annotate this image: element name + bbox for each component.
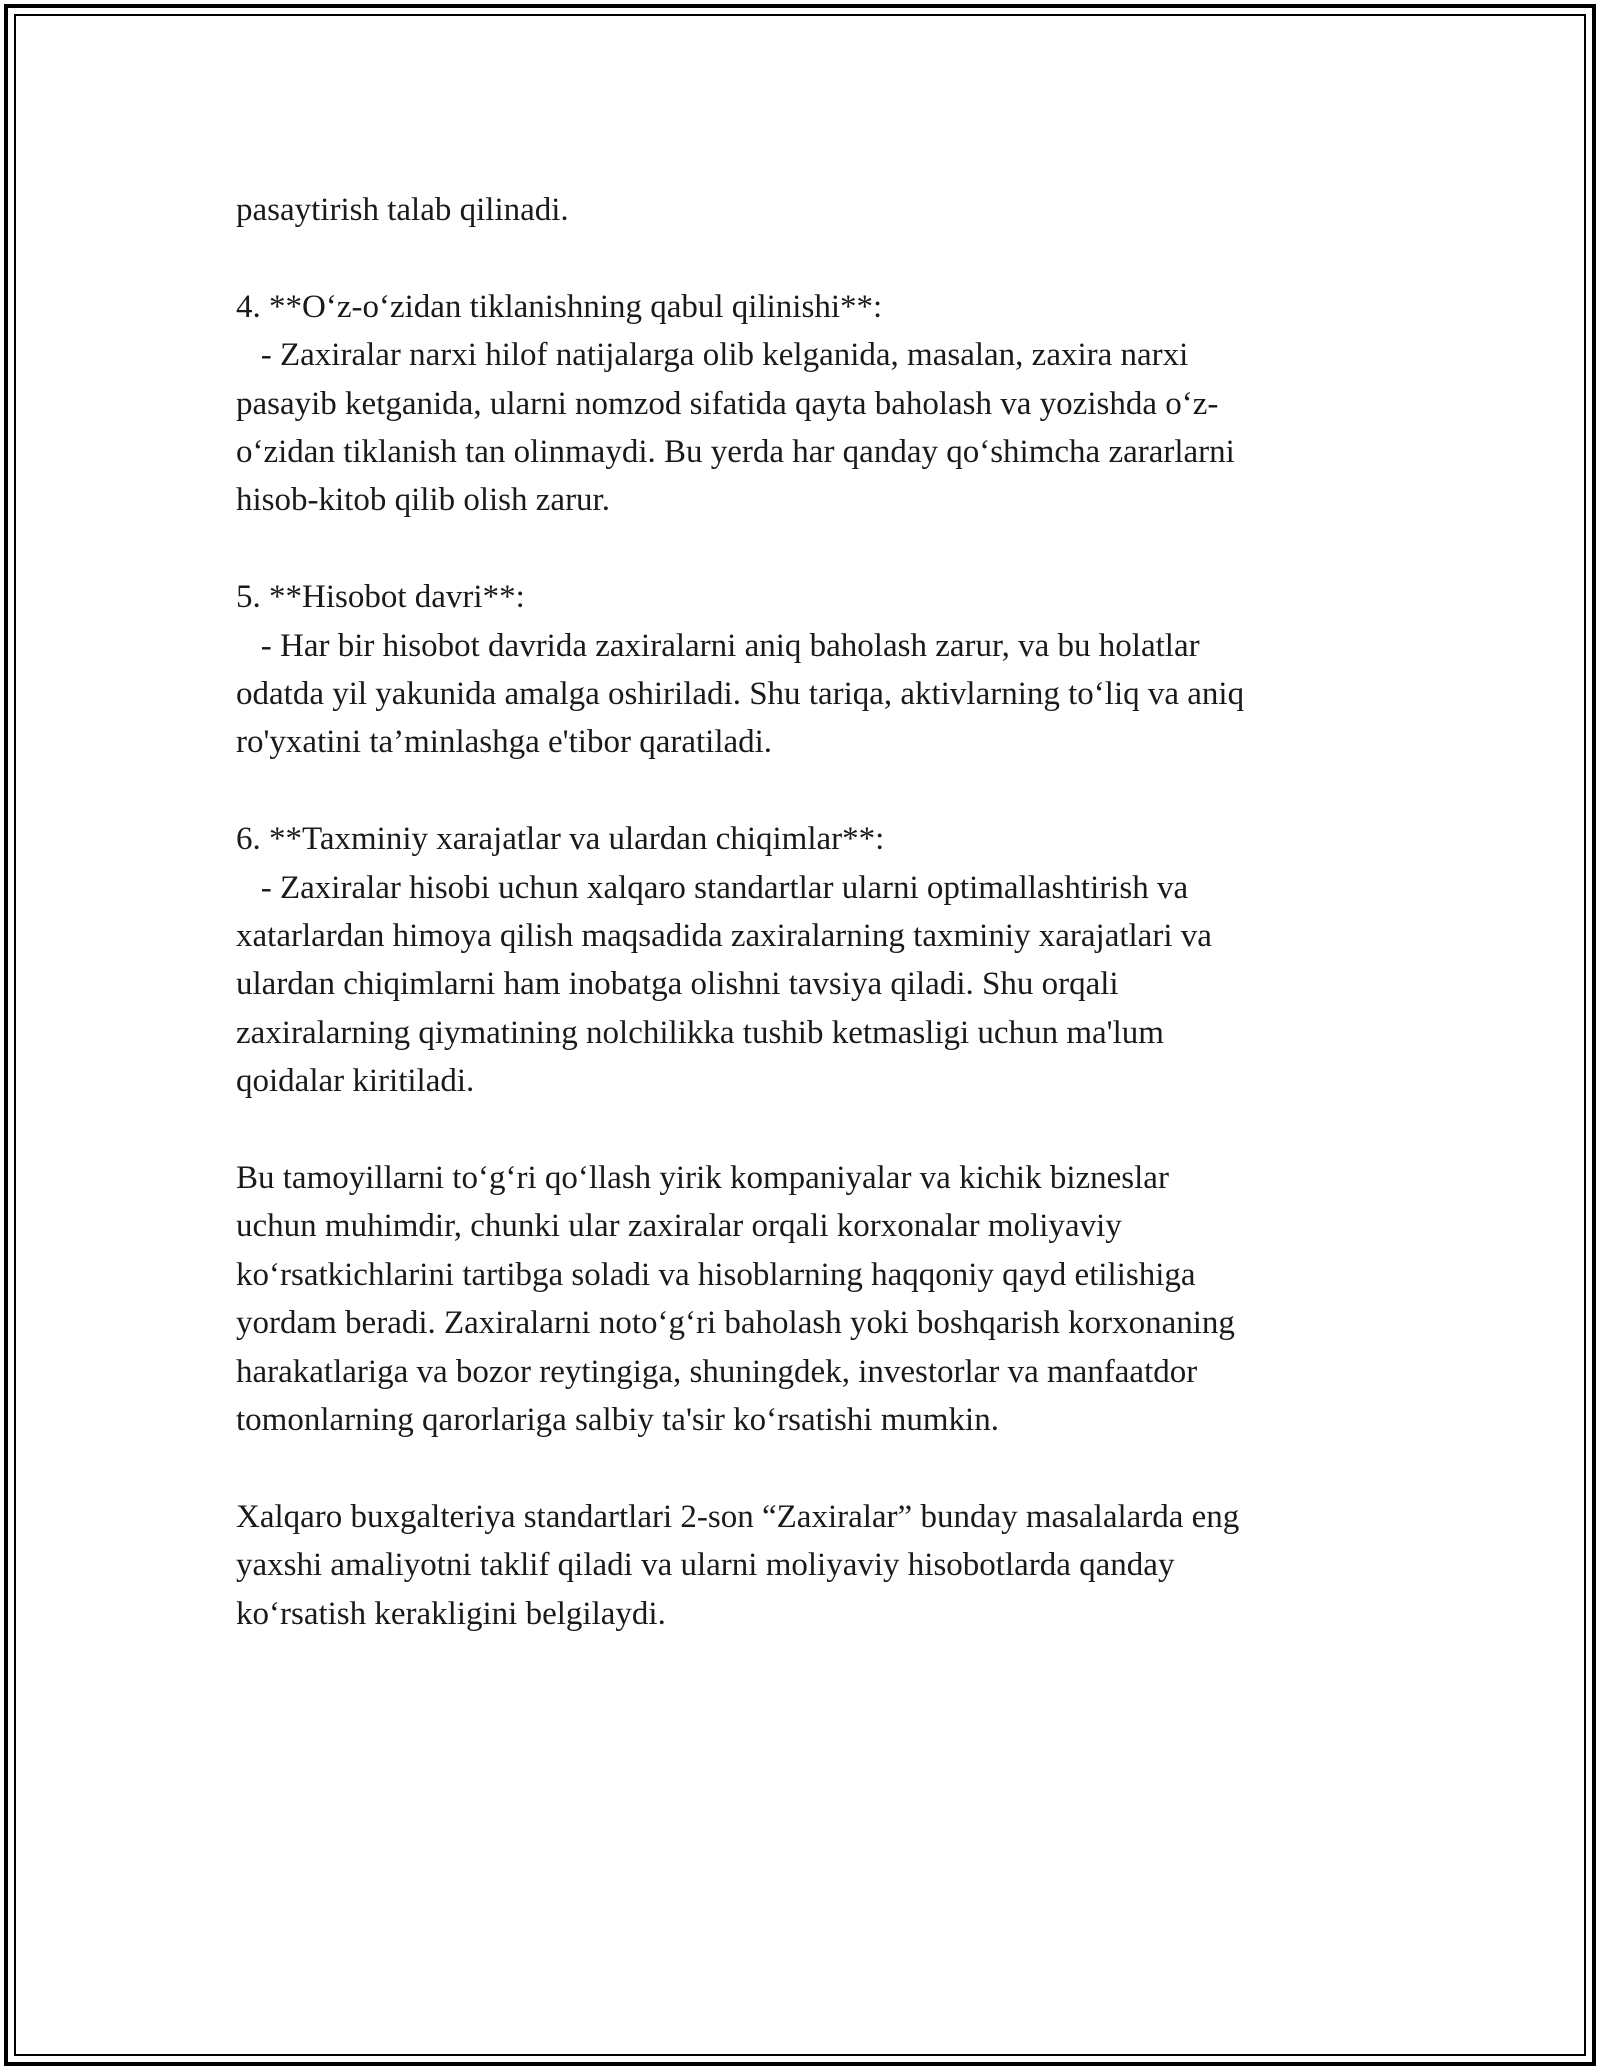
paragraph-gap	[236, 767, 1371, 815]
section-line: ro'yxatini ta’minlashga e'tibor qaratiladi.	[236, 724, 773, 761]
conclusion-line: uchun muhimdir, chunki ular zaxiralar orqali korxonalar moliyaviy	[236, 1208, 1122, 1245]
section-line: ulardan chiqimlarni ham inobatga olishni tavsiya qiladi. Shu orqali	[236, 966, 1119, 1003]
section-line: o‘zidan tiklanish tan olinmaydi. Bu yerda har qanday qo‘shimcha zararlarni	[236, 434, 1235, 471]
section-line: odatda yil yakunida amalga oshiriladi. Shu tariqa, aktivlarning to‘liq va aniq	[236, 676, 1245, 713]
final-line: ko‘rsatish kerakligini belgilaydi.	[236, 1595, 666, 1632]
document-text	[236, 186, 1371, 1638]
section-heading: 5. **Hisobot davri**:	[236, 579, 525, 616]
paragraph-gap	[236, 525, 1371, 573]
section-line: xatarlardan himoya qilish maqsadida zaxiralarning taxminiy xarajatlari va	[236, 918, 1212, 955]
paragraph-gap	[236, 1445, 1371, 1493]
section-line: hisob-kitob qilib olish zarur.	[236, 482, 610, 519]
conclusion-line: tomonlarning qarorlariga salbiy ta'sir ko‘rsatishi mumkin.	[236, 1402, 999, 1439]
section-line: pasayib ketganida, ularni nomzod sifatida qayta baholash va yozishda o‘z-	[236, 385, 1219, 422]
final-line: yaxshi amaliyotni taklif qiladi va ularni moliyaviy hisobotlarda qanday	[236, 1547, 1175, 1584]
section-line: - Zaxiralar narxi hilof natijalarga olib kelganida, masalan, zaxira narxi	[236, 337, 1189, 374]
section-4	[236, 283, 1371, 525]
conclusion-line: ko‘rsatkichlarini tartibga soladi va hisoblarning haqqoniy qayd etilishiga	[236, 1256, 1196, 1293]
section-line: - Zaxiralar hisobi uchun xalqaro standartlar ularni optimallashtirish va	[236, 869, 1189, 906]
section-heading: 4. **O‘z-o‘zidan tiklanishning qabul qilinishi**:	[236, 288, 883, 325]
conclusion-line: harakatlariga va bozor reytingiga, shuningdek, investorlar va manfaatdor	[236, 1353, 1198, 1390]
paragraph-gap	[236, 234, 1371, 282]
section-heading: 6. **Taxminiy xarajatlar va ulardan chiqimlar**:	[236, 821, 885, 858]
paragraph-gap	[236, 1106, 1371, 1154]
conclusion-paragraph	[236, 1154, 1371, 1444]
section-5	[236, 573, 1371, 767]
section-6	[236, 815, 1371, 1105]
intro-line: pasaytirish talab qilinadi.	[236, 192, 569, 228]
conclusion-line: Bu tamoyillarni to‘g‘ri qo‘llash yirik kompaniyalar va kichik bizneslar	[236, 1160, 1169, 1197]
conclusion-line: yordam beradi. Zaxiralarni noto‘g‘ri baholash yoki boshqarish korxonaning	[236, 1305, 1235, 1342]
section-line: qoidalar kiritiladi.	[236, 1063, 475, 1100]
section-line: - Har bir hisobot davrida zaxiralarni aniq baholash zarur, va bu holatlar	[236, 627, 1200, 664]
section-line: zaxiralarning qiymatining nolchilikka tushib ketmasligi uchun ma'lum	[236, 1014, 1164, 1051]
final-line: Xalqaro buxgalteriya standartlari 2-son “Zaxiralar” bunday masalalarda eng	[236, 1498, 1240, 1535]
final-paragraph	[236, 1493, 1371, 1638]
intro-paragraph	[236, 186, 1371, 234]
